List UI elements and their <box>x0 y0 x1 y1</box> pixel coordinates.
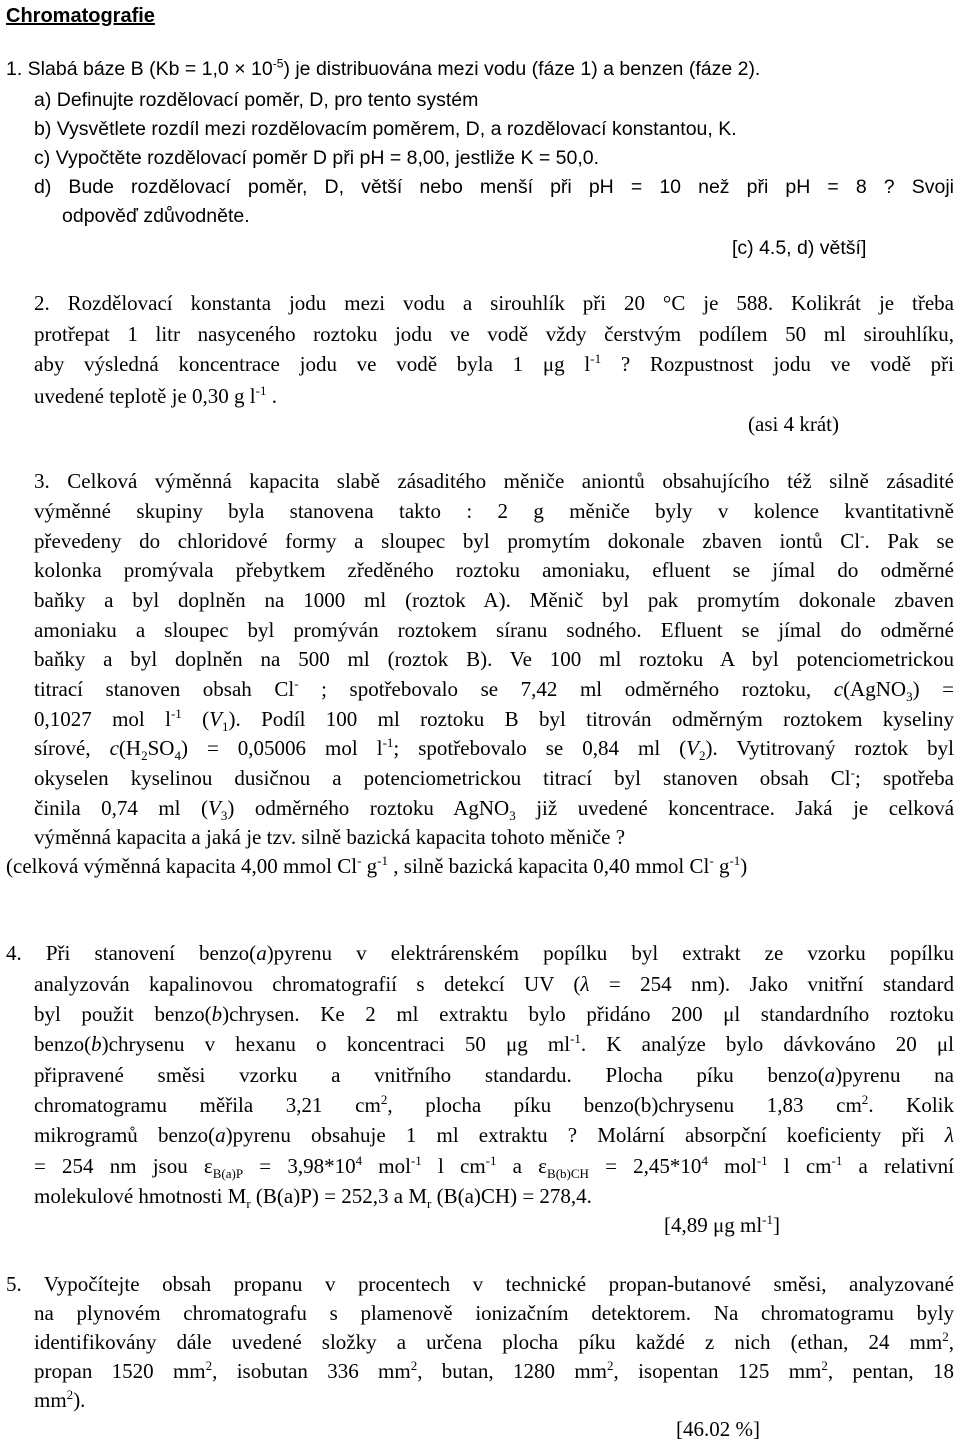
problem3-line: výměnná kapacita a jaká je tzv. silně bazická kapacita tohoto měniče ? <box>34 825 626 849</box>
problem2-line: 2. Rozdělovací konstanta jodu mezi vodu a sirouhlík při 20 °C je 588. Kolikrát je třeba <box>34 291 954 315</box>
problem5-line: na plynovém chromatografu s plamenově ionizačním detektorem. Na chromatogramu byly <box>34 1301 954 1325</box>
problem5-line: 5. Vypočítejte obsah propanu v procentech v technické propan-butanové směsi, analyzované <box>6 1272 954 1296</box>
problem3-line: 0,1027 mol $l^{-1}$ $(V_1)$. Podíl 100 ml roztoku B byl titrován odměrným roztokem kyseliny <box>34 706 954 735</box>
problem2-line: uvedené teplotě je 0,30 g $l^{-1}$ . <box>34 383 277 408</box>
problem4-line: analyzován kapalinovou chromatografií s detekcí UV (λ = 254 nm). Jako vnitřní standard <box>34 972 954 996</box>
problem3-line: baňky a byl doplněn na 500 ml (roztok B). Ve 100 ml roztoku A byl potenciometrickou <box>34 647 954 671</box>
problem1-line: c) Vypočtěte rozdělovací poměr D při pH = 8,00, jestliže K = 50,0. <box>34 147 600 169</box>
problem3-line: převedeny do chloridové formy a sloupec byl promytím dokonale zbaven iontů Cl-. Pak se <box>34 528 954 553</box>
problem2-line: protřepat 1 litr nasyceného roztoku jodu ve vodě vždy čerstvým podílem 50 ml sirouhlíku, <box>34 322 954 346</box>
problem1-line: odpověď zdůvodněte. <box>62 205 250 227</box>
problem4-line: připravené směsi vzorku a vnitřního standardu. Plocha píku benzo(a)pyrenu na <box>34 1063 955 1087</box>
problem2-answer: (asi 4 krát) <box>748 412 839 436</box>
problem1-line: b) Vysvětlete rozdíl mezi rozdělovacím poměrem, D, a rozdělovací konstantou, K. <box>34 118 737 140</box>
page-title: Chromatografie <box>6 5 155 27</box>
problem3-answer: (celková výměnná kapacita 4,00 mmol Cl- $g^{-1}$ , silně bazická kapacita 0,40 mmol Cl- $g^{-1}$) <box>6 853 748 878</box>
problem1-line: 1. Slabá báze B $(Kb = 1,0 \times 10^{-5})$ je distribuována mezi vodu (fáze 1) a benzen (fáze 2). <box>6 56 761 80</box>
problem4-answer: [4,89 μg $ml^{-1}$] <box>664 1212 781 1237</box>
problem1-answer: [c) 4.5, d) větší] <box>732 237 867 259</box>
problem4-line: mikrogramů benzo(a)pyrenu obsahuje 1 ml extraktu ? Molární absorpční koeficienty při λ <box>34 1123 954 1147</box>
problem4-line: byl použit benzo(b)chrysen. Ke 2 ml extraktu bylo přidáno 200 μl standardního roztoku <box>34 1002 954 1026</box>
problem1-line: d) Bude rozdělovací poměr, D, větší nebo menší při pH = 10 než při pH = 8 ? Svoji <box>34 176 954 198</box>
problem4-line: = 254 nm jsou $\varepsilon_{B(a)P} = 3,98*10^4$ mol$^{-1}$ l $cm^{-1}$ a $\varepsilon_{B(b)CH} = 2,45*10^4$ mol$^{-1}$ l $cm^{-1}$ a relativní <box>34 1153 955 1182</box>
problem3-line: 3. Celková výměnná kapacita slabě zásaditého měniče aniontů obsahujícího též silně zásadité <box>34 469 954 493</box>
problem3-line: kolonka promývala přebytkem zředěného roztoku amoniaku, efluent se jímal do odměrné <box>34 558 954 582</box>
problem3-line: výměnné skupiny byla stanovena takto : 2 g měniče byly v kolence kvantitativně <box>34 499 954 523</box>
problem5-line: propan 1520 $mm^2$, isobutan 336 $mm^2$, butan, 1280 $mm^2$, isopentan 125 $mm^2$, pentan, 18 <box>34 1358 954 1383</box>
problem4-line: benzo(b)chrysenu v hexanu o koncentraci 50 μg $ml^{-1}$. K analýze bylo dávkováno 20 μl <box>34 1031 954 1056</box>
problem3-line: činila 0,74 ml $(V_3)$ odměrného roztoku AgNO$_3$ již uvedené koncentrace. Jaká je celková <box>34 796 955 824</box>
problem5-answer: [46.02 %] <box>676 1417 760 1441</box>
problem3-line: amoniaku a sloupec byl promýván roztokem síranu sodného. Efluent se jímal do odměrné <box>34 618 954 642</box>
problem5-line: identifikovány dále uvedené složky a určena plocha píku každé z nich (ethan, 24 $mm^2$, <box>34 1329 954 1354</box>
problem4-line: molekulové hmotnosti $M_r$ (B(a)P) = 252,3 a $M_r$ (B(a)CH) = 278,4. <box>34 1184 592 1212</box>
problem3-line: okyselen kyselinou dusičnou a potenciometrickou titrací byl stanoven obsah Cl-; spotřeba <box>34 765 954 790</box>
problem1-line: a) Definujte rozdělovací poměr, D, pro tento systém <box>34 89 479 111</box>
problem3-line: baňky a byl doplněn na 1000 ml (roztok A). Měnič byl pak promytím dokonale zbaven <box>34 588 954 612</box>
problem4-line: 4. Při stanovení benzo(a)pyrenu v elektrárenském popílku byl extrakt ze vzorku popílku <box>6 941 954 965</box>
problem4-line: chromatogramu měřila 3,21 $cm^2$, plocha píku benzo(b)chrysenu 1,83 $cm^2$. Kolik <box>34 1092 955 1117</box>
problem5-line: $mm^2$). <box>34 1387 86 1412</box>
problem3-line: sírové, $c(H_2SO_4) = 0,05006$ mol $l^{-1}$; spotřebovalo se 0,84 ml $(V_2)$. Vytitrovaný roztok byl <box>34 735 955 764</box>
problem2-line: aby výsledná koncentrace jodu ve vodě byla 1 μg $l^{-1}$ ? Rozpustnost jodu ve vodě při <box>34 351 954 376</box>
problem3-line: titrací stanoven obsah Cl- ; spotřebovalo se 7,42 ml odměrného roztoku, c(AgNO$_3$) = <box>34 676 954 705</box>
